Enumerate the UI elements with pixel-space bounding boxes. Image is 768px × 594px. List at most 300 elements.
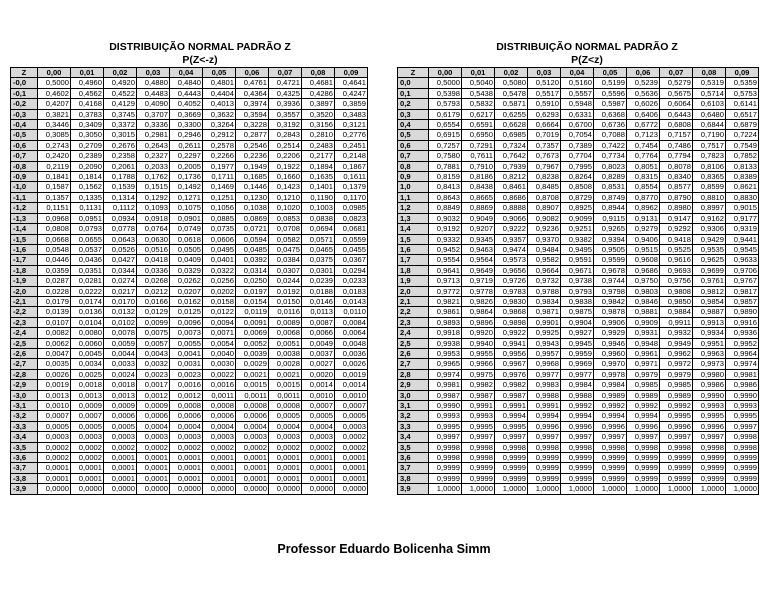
probability-cell: 0,0099 — [137, 317, 170, 327]
probability-cell: 0,0023 — [137, 369, 170, 379]
probability-cell: 0,9633 — [726, 255, 759, 265]
probability-cell: 0,0062 — [38, 338, 71, 348]
probability-cell: 0,8944 — [594, 203, 627, 213]
z-value-cell: 2,1 — [398, 296, 429, 306]
z-value-cell: -2,9 — [11, 380, 38, 390]
probability-cell: 0,2643 — [137, 140, 170, 150]
probability-cell: 0,9997 — [627, 432, 660, 442]
probability-cell: 0,0001 — [269, 453, 302, 463]
probability-cell: 0,0027 — [302, 359, 335, 369]
probability-cell: 0,0183 — [335, 286, 368, 296]
probability-cell: 0,9726 — [495, 276, 528, 286]
probability-cell: 0,1131 — [71, 203, 104, 213]
probability-cell: 0,9812 — [693, 286, 726, 296]
probability-cell: 0,8665 — [462, 192, 495, 202]
probability-cell: 0,1660 — [269, 172, 302, 182]
probability-cell: 0,9857 — [726, 296, 759, 306]
table-row — [11, 453, 368, 463]
probability-cell: 0,8365 — [693, 172, 726, 182]
probability-cell: 0,1423 — [269, 182, 302, 192]
probability-cell: 0,0239 — [302, 276, 335, 286]
probability-cell: 0,8413 — [429, 182, 462, 192]
probability-cell: 0,1038 — [236, 203, 269, 213]
probability-cell: 0,9854 — [693, 296, 726, 306]
probability-cell: 0,0823 — [335, 213, 368, 223]
probability-cell: 0,0002 — [38, 442, 71, 452]
probability-cell: 0,0008 — [203, 401, 236, 411]
probability-cell: 0,0004 — [170, 421, 203, 431]
probability-cell: 0,0069 — [236, 328, 269, 338]
probability-cell: 0,2877 — [236, 130, 269, 140]
probability-cell: 0,9591 — [561, 255, 594, 265]
probability-cell: 0,9966 — [462, 359, 495, 369]
probability-cell: 0,9911 — [660, 317, 693, 327]
probability-cell: 0,1003 — [302, 203, 335, 213]
z-value-cell: 1,8 — [398, 265, 429, 275]
probability-cell: 0,9319 — [726, 224, 759, 234]
probability-cell: 0,9177 — [726, 213, 759, 223]
probability-cell: 0,9986 — [693, 380, 726, 390]
probability-cell: 0,0001 — [170, 453, 203, 463]
z-value-cell: -2,5 — [11, 338, 38, 348]
table-row — [11, 401, 368, 411]
z-value-cell: 0,0 — [398, 78, 429, 88]
probability-cell: 0,0026 — [335, 359, 368, 369]
probability-cell: 0,0012 — [170, 390, 203, 400]
probability-cell: 0,9997 — [693, 432, 726, 442]
probability-cell: 0,0262 — [170, 276, 203, 286]
probability-cell: 0,0002 — [137, 442, 170, 452]
probability-cell: 0,0009 — [104, 401, 137, 411]
probability-cell: 0,9525 — [660, 244, 693, 254]
z-value-cell: -0,2 — [11, 99, 38, 109]
column-header: 0,04 — [561, 68, 594, 78]
probability-cell: 0,4522 — [104, 88, 137, 98]
probability-cell: 0,8238 — [528, 172, 561, 182]
probability-cell: 0,0010 — [38, 401, 71, 411]
probability-cell: 0,9998 — [627, 442, 660, 452]
z-value-cell: -3,7 — [11, 463, 38, 473]
z-value-cell: 0,6 — [398, 140, 429, 150]
probability-cell: 0,1335 — [71, 192, 104, 202]
probability-cell: 0,0048 — [335, 338, 368, 348]
z-value-cell: -0,1 — [11, 88, 38, 98]
probability-cell: 0,8461 — [495, 182, 528, 192]
probability-cell: 0,9968 — [528, 359, 561, 369]
probability-cell: 0,5478 — [495, 88, 528, 98]
probability-cell: 0,9999 — [693, 473, 726, 483]
probability-cell: 0,1230 — [236, 192, 269, 202]
probability-cell: 0,9967 — [495, 359, 528, 369]
probability-cell: 0,0951 — [71, 213, 104, 223]
probability-cell: 0,9999 — [594, 453, 627, 463]
table-row — [11, 182, 368, 192]
probability-cell: 0,3557 — [269, 109, 302, 119]
probability-cell: 0,0013 — [71, 390, 104, 400]
column-header: 0,05 — [203, 68, 236, 78]
probability-cell: 0,0125 — [170, 307, 203, 317]
probability-cell: 0,3372 — [104, 120, 137, 130]
probability-cell: 0,0351 — [71, 265, 104, 275]
probability-cell: 0,5279 — [660, 78, 693, 88]
probability-cell: 0,0409 — [170, 255, 203, 265]
probability-cell: 0,0294 — [335, 265, 368, 275]
table-row — [398, 338, 759, 348]
probability-cell: 0,1611 — [335, 172, 368, 182]
probability-cell: 0,9744 — [594, 276, 627, 286]
table-row — [11, 130, 368, 140]
probability-cell: 0,0016 — [170, 380, 203, 390]
probability-cell: 0,9957 — [528, 348, 561, 358]
column-header: 0,07 — [269, 68, 302, 78]
probability-cell: 0,9357 — [495, 234, 528, 244]
probability-cell: 0,0122 — [203, 307, 236, 317]
z-value-cell: 1,0 — [398, 182, 429, 192]
probability-cell: 0,0526 — [104, 244, 137, 254]
probability-cell: 0,4840 — [170, 78, 203, 88]
probability-cell: 0,3121 — [335, 120, 368, 130]
probability-cell: 0,9999 — [594, 473, 627, 483]
probability-cell: 0,0021 — [269, 369, 302, 379]
probability-cell: 0,0035 — [38, 359, 71, 369]
z-value-cell: 3,4 — [398, 432, 429, 442]
probability-cell: 0,5832 — [462, 99, 495, 109]
probability-cell: 0,0571 — [302, 234, 335, 244]
probability-cell: 0,7389 — [561, 140, 594, 150]
probability-cell: 0,6700 — [561, 120, 594, 130]
probability-cell: 0,5557 — [561, 88, 594, 98]
probability-cell: 0,0301 — [302, 265, 335, 275]
table-row — [11, 109, 368, 119]
probability-cell: 0,7642 — [495, 151, 528, 161]
table-row — [398, 161, 759, 171]
probability-cell: 0,7734 — [594, 151, 627, 161]
z-value-cell: -0,6 — [11, 140, 38, 150]
probability-cell: 0,7881 — [429, 161, 462, 171]
table-row — [11, 390, 368, 400]
probability-cell: 0,9983 — [528, 380, 561, 390]
probability-cell: 0,9772 — [429, 286, 462, 296]
probability-cell: 0,1112 — [104, 203, 137, 213]
probability-cell: 0,9979 — [660, 369, 693, 379]
probability-cell: 0,0000 — [137, 484, 170, 494]
probability-cell: 0,0001 — [38, 463, 71, 473]
probability-cell: 0,9993 — [693, 401, 726, 411]
probability-cell: 0,0060 — [71, 338, 104, 348]
probability-cell: 0,0028 — [269, 359, 302, 369]
probability-cell: 0,9936 — [726, 328, 759, 338]
probability-cell: 0,0618 — [170, 234, 203, 244]
probability-cell: 0,0384 — [269, 255, 302, 265]
probability-cell: 0,0116 — [269, 307, 302, 317]
table-row — [11, 348, 368, 358]
probability-cell: 0,0001 — [38, 473, 71, 483]
probability-cell: 0,2709 — [71, 140, 104, 150]
probability-cell: 0,9998 — [462, 442, 495, 452]
z-value-cell: 3,8 — [398, 473, 429, 483]
table-row — [398, 234, 759, 244]
probability-cell: 0,0013 — [38, 390, 71, 400]
probability-cell: 0,5239 — [627, 78, 660, 88]
probability-cell: 0,9987 — [495, 390, 528, 400]
probability-cell: 0,8133 — [726, 161, 759, 171]
probability-cell: 0,8289 — [594, 172, 627, 182]
probability-cell: 0,4721 — [269, 78, 302, 88]
probability-cell: 0,0000 — [38, 484, 71, 494]
probability-cell: 0,9693 — [660, 265, 693, 275]
probability-cell: 0,6664 — [528, 120, 561, 130]
probability-cell: 0,5714 — [693, 88, 726, 98]
probability-cell: 0,9982 — [462, 380, 495, 390]
probability-cell: 0,9999 — [462, 473, 495, 483]
probability-cell: 0,9582 — [528, 255, 561, 265]
probability-cell: 0,0001 — [71, 463, 104, 473]
probability-cell: 0,8508 — [561, 182, 594, 192]
probability-cell: 0,8599 — [693, 182, 726, 192]
probability-cell: 0,4562 — [71, 88, 104, 98]
probability-cell: 0,4920 — [104, 78, 137, 88]
probability-cell: 0,9995 — [726, 411, 759, 421]
z-value-cell: -2,0 — [11, 286, 38, 296]
table-row — [11, 151, 368, 161]
probability-cell: 0,3192 — [269, 120, 302, 130]
probability-cell: 0,9896 — [462, 317, 495, 327]
probability-cell: 0,9564 — [462, 255, 495, 265]
z-value-cell: 2,6 — [398, 348, 429, 358]
probability-cell: 0,7967 — [528, 161, 561, 171]
probability-cell: 0,9992 — [627, 401, 660, 411]
probability-cell: 0,0059 — [104, 338, 137, 348]
table-row — [11, 120, 368, 130]
table-row — [398, 463, 759, 473]
probability-cell: 0,1949 — [236, 161, 269, 171]
z-value-cell: -1,4 — [11, 224, 38, 234]
right-z-table — [397, 67, 759, 495]
probability-cell: 0,9713 — [429, 276, 462, 286]
probability-cell: 0,9992 — [660, 401, 693, 411]
table-row — [398, 172, 759, 182]
probability-cell: 0,0000 — [236, 484, 269, 494]
probability-cell: 0,9265 — [594, 224, 627, 234]
probability-cell: 0,7019 — [528, 130, 561, 140]
probability-cell: 0,0808 — [38, 224, 71, 234]
probability-cell: 0,3520 — [302, 109, 335, 119]
table-row — [398, 78, 759, 88]
probability-cell: 0,0901 — [170, 213, 203, 223]
probability-cell: 0,9999 — [594, 463, 627, 473]
probability-cell: 0,0009 — [137, 401, 170, 411]
probability-cell: 0,9999 — [726, 463, 759, 473]
probability-cell: 0,3483 — [335, 109, 368, 119]
probability-cell: 0,8980 — [660, 203, 693, 213]
probability-cell: 0,1814 — [71, 172, 104, 182]
probability-cell: 0,9147 — [660, 213, 693, 223]
probability-cell: 0,2297 — [170, 151, 203, 161]
probability-cell: 0,9890 — [726, 307, 759, 317]
probability-cell: 0,0006 — [203, 411, 236, 421]
probability-cell: 0,0197 — [236, 286, 269, 296]
z-value-cell: -2,7 — [11, 359, 38, 369]
probability-cell: 0,7257 — [429, 140, 462, 150]
probability-cell: 0,1020 — [269, 203, 302, 213]
probability-cell: 0,0643 — [104, 234, 137, 244]
probability-cell: 0,2090 — [71, 161, 104, 171]
probability-cell: 0,8389 — [726, 172, 759, 182]
table-row — [11, 161, 368, 171]
probability-cell: 0,1685 — [236, 172, 269, 182]
z-value-cell: 3,1 — [398, 401, 429, 411]
probability-cell: 0,2005 — [170, 161, 203, 171]
z-value-cell: 0,2 — [398, 99, 429, 109]
probability-cell: 0,4960 — [71, 78, 104, 88]
probability-cell: 0,0001 — [335, 473, 368, 483]
probability-cell: 0,0031 — [170, 359, 203, 369]
z-value-cell: -0,9 — [11, 172, 38, 182]
z-value-cell: -1,2 — [11, 203, 38, 213]
table-row — [11, 244, 368, 254]
probability-cell: 0,5398 — [429, 88, 462, 98]
probability-cell: 0,0139 — [38, 307, 71, 317]
z-value-cell: -0,8 — [11, 161, 38, 171]
probability-cell: 0,9515 — [627, 244, 660, 254]
probability-cell: 0,5871 — [495, 99, 528, 109]
probability-cell: 0,9976 — [495, 369, 528, 379]
probability-cell: 0,0057 — [137, 338, 170, 348]
probability-cell: 0,9999 — [627, 473, 660, 483]
probability-cell: 0,9599 — [594, 255, 627, 265]
probability-cell: 0,0375 — [302, 255, 335, 265]
probability-cell: 0,9990 — [726, 390, 759, 400]
probability-cell: 0,0006 — [104, 411, 137, 421]
probability-cell: 0,9686 — [627, 265, 660, 275]
probability-cell: 0,0392 — [236, 255, 269, 265]
probability-cell: 0,2266 — [203, 151, 236, 161]
probability-cell: 0,1190 — [302, 192, 335, 202]
probability-cell: 0,0044 — [104, 348, 137, 358]
probability-cell: 0,4286 — [302, 88, 335, 98]
probability-cell: 0,0001 — [104, 453, 137, 463]
probability-cell: 0,0001 — [170, 473, 203, 483]
probability-cell: 0,0005 — [269, 411, 302, 421]
probability-cell: 0,2389 — [71, 151, 104, 161]
probability-cell: 0,9962 — [660, 348, 693, 358]
probability-cell: 0,9292 — [660, 224, 693, 234]
z-value-cell: 1,2 — [398, 203, 429, 213]
probability-cell: 0,9951 — [693, 338, 726, 348]
probability-cell: 0,0003 — [203, 432, 236, 442]
probability-cell: 0,9115 — [594, 213, 627, 223]
probability-cell: 0,2843 — [269, 130, 302, 140]
probability-cell: 0,0110 — [335, 307, 368, 317]
probability-cell: 0,0026 — [38, 369, 71, 379]
probability-cell: 0,9998 — [660, 442, 693, 452]
table-row — [398, 317, 759, 327]
probability-cell: 0,0014 — [302, 380, 335, 390]
probability-cell: 0,0045 — [71, 348, 104, 358]
probability-cell: 0,0136 — [71, 307, 104, 317]
table-row — [398, 432, 759, 442]
table-row — [398, 359, 759, 369]
z-value-cell: -1,1 — [11, 192, 38, 202]
probability-cell: 0,1075 — [170, 203, 203, 213]
table-row — [398, 192, 759, 202]
probability-cell: 0,8186 — [462, 172, 495, 182]
probability-cell: 0,7291 — [462, 140, 495, 150]
probability-cell: 0,9991 — [528, 401, 561, 411]
probability-cell: 0,5517 — [528, 88, 561, 98]
probability-cell: 0,9952 — [726, 338, 759, 348]
probability-cell: 1,0000 — [693, 484, 726, 494]
probability-cell: 0,9985 — [660, 380, 693, 390]
probability-cell: 0,0113 — [302, 307, 335, 317]
probability-cell: 0,9192 — [429, 224, 462, 234]
probability-cell: 0,9918 — [429, 328, 462, 338]
probability-cell: 0,4247 — [335, 88, 368, 98]
probability-cell: 0,0217 — [104, 286, 137, 296]
probability-cell: 0,9893 — [429, 317, 462, 327]
probability-cell: 0,0005 — [302, 411, 335, 421]
probability-cell: 0,0002 — [236, 442, 269, 452]
probability-cell: 0,9842 — [594, 296, 627, 306]
probability-cell: 0,9162 — [693, 213, 726, 223]
probability-cell: 0,3632 — [203, 109, 236, 119]
table-row — [398, 182, 759, 192]
left-table-subtitle: P(Z<-z) — [182, 54, 218, 66]
table-row — [398, 348, 759, 358]
probability-cell: 0,7324 — [495, 140, 528, 150]
column-header: 0,00 — [429, 68, 462, 78]
probability-cell: 0,9940 — [462, 338, 495, 348]
probability-cell: 0,0001 — [203, 473, 236, 483]
probability-cell: 0,4801 — [203, 78, 236, 88]
probability-cell: 0,9969 — [561, 359, 594, 369]
probability-cell: 0,1093 — [137, 203, 170, 213]
probability-cell: 0,1379 — [335, 182, 368, 192]
table-row — [11, 432, 368, 442]
probability-cell: 0,3409 — [71, 120, 104, 130]
z-value-cell: -3,2 — [11, 411, 38, 421]
probability-cell: 0,7794 — [660, 151, 693, 161]
probability-cell: 0,0582 — [269, 234, 302, 244]
probability-cell: 0,0003 — [302, 432, 335, 442]
table-row — [11, 317, 368, 327]
probability-cell: 0,8907 — [528, 203, 561, 213]
probability-cell: 0,6736 — [594, 120, 627, 130]
probability-cell: 0,0606 — [203, 234, 236, 244]
probability-cell: 0,9992 — [561, 401, 594, 411]
column-header: 0,02 — [104, 68, 137, 78]
probability-cell: 0,5948 — [561, 99, 594, 109]
probability-cell: 0,0064 — [335, 328, 368, 338]
probability-cell: 0,9678 — [594, 265, 627, 275]
probability-cell: 0,0322 — [203, 265, 236, 275]
probability-cell: 0,0019 — [38, 380, 71, 390]
probability-cell: 0,9535 — [693, 244, 726, 254]
table-row — [11, 78, 368, 88]
probability-cell: 0,7910 — [462, 161, 495, 171]
probability-cell: 0,0188 — [302, 286, 335, 296]
probability-cell: 0,3974 — [236, 99, 269, 109]
probability-cell: 0,9984 — [594, 380, 627, 390]
probability-cell: 0,4641 — [335, 78, 368, 88]
table-row — [11, 99, 368, 109]
probability-cell: 0,7454 — [627, 140, 660, 150]
probability-cell: 0,7486 — [660, 140, 693, 150]
probability-cell: 0,9987 — [429, 390, 462, 400]
probability-cell: 0,3336 — [137, 120, 170, 130]
probability-cell: 0,0485 — [236, 244, 269, 254]
z-value-cell: 2,3 — [398, 317, 429, 327]
